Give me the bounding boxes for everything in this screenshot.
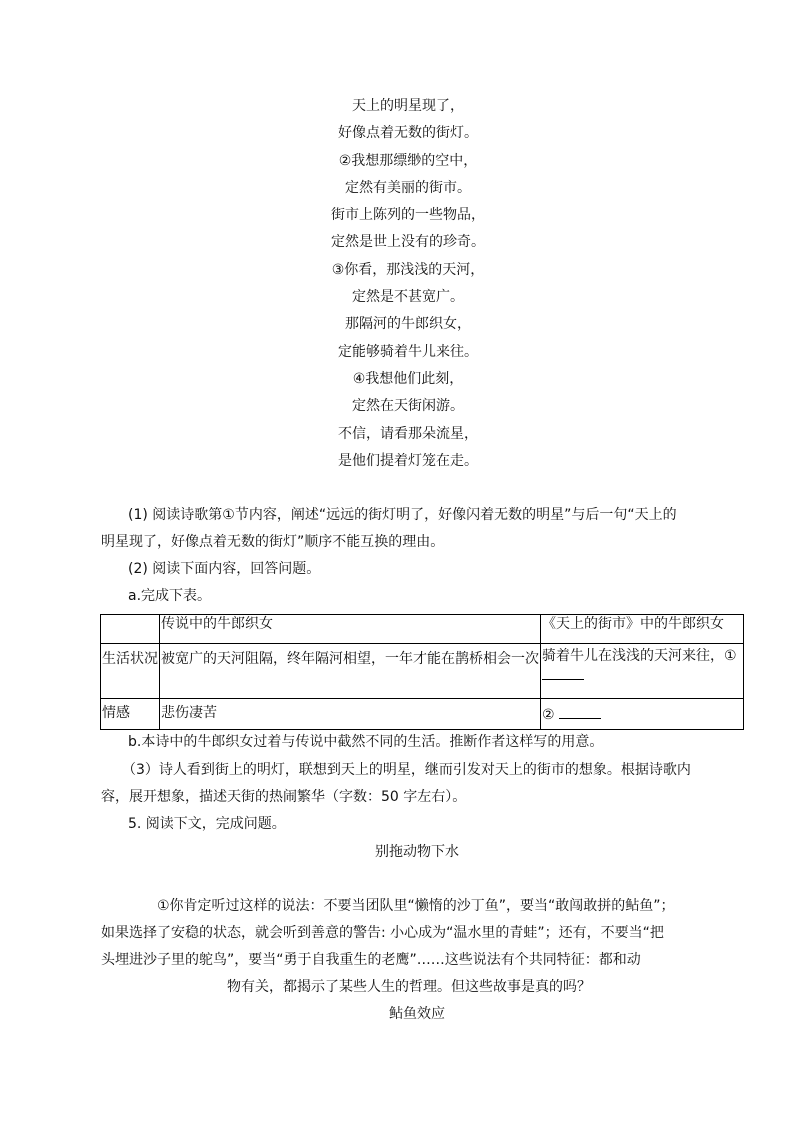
- poem-line: 是他们提着灯笼在走。: [338, 452, 478, 469]
- answer-blank[interactable]: [542, 665, 584, 680]
- comparison-table: [100, 614, 744, 730]
- poem-line: 好像点着无数的街灯。: [338, 125, 478, 142]
- table-header-cell: 传说中的牛郎织女: [160, 615, 541, 644]
- poem-line: 定然有美丽的街市。: [345, 179, 471, 196]
- article-paragraph-line: ①你肯定听过这样的说法：不要当团队里“懒惰的沙丁鱼”，要当“敢闯敢拼的鲇鱼”；: [157, 898, 675, 914]
- poem-line: 那隔河的牛郎织女，: [345, 316, 471, 333]
- table-row: [101, 644, 744, 699]
- poem-line: 定然是世上没有的珍奇。: [331, 234, 485, 251]
- question-3-line-2: 容，展开想象，描述天街的热闹繁华（字数：50 字左右）。: [101, 789, 467, 805]
- row-label: 生活状况: [101, 644, 160, 699]
- article-title: 别拖动物下水: [375, 844, 459, 860]
- poem-line: 街市上陈列的一些物品，: [331, 207, 485, 224]
- table-row: [101, 699, 744, 730]
- poem-block: [0, 93, 794, 475]
- poem-line: 天上的明星现了，: [352, 98, 464, 114]
- poem-line: ③你看，那浅浅的天河，: [331, 261, 485, 278]
- poem-line: 定然在天街闲游。: [352, 398, 464, 415]
- question-2: (2) 阅读下面内容，回答问题。: [128, 561, 321, 577]
- article-subtitle: 鲇鱼效应: [389, 1006, 445, 1022]
- question-2b: b.本诗中的牛郎织女过着与传说中截然不同的生活。推断作者这样写的用意。: [128, 734, 604, 750]
- table-header-cell: [101, 615, 160, 644]
- question-1-line-1: (1) 阅读诗歌第①节内容，阐述“远远的街灯明了，好像闪着无数的明星”与后一句“天上的: [128, 507, 677, 523]
- poem-line: 不信，请看那朵流星，: [338, 425, 478, 442]
- cell-text: 骑着牛儿在浅浅的天河来往，①: [542, 648, 737, 664]
- article-paragraph-line: 头埋进沙子里的鸵鸟”，要当“勇于自我重生的老鹰”……这些说法有个共同特征：都和动: [101, 952, 641, 968]
- question-3-line-1: （3）诗人看到街上的明灯，联想到天上的明星，继而引发对天上的街市的想象。根据诗歌内: [122, 762, 691, 778]
- poem-line: 定然是不甚宽广。: [352, 289, 464, 306]
- table-cell: [541, 699, 744, 730]
- table-cell: [541, 644, 744, 699]
- cell-text: ②: [542, 707, 555, 723]
- article-paragraph-line: 如果选择了安稳的状态，就会听到善意的警告: 小心成为“温水里的青蛙”；还有，不要当“把: [101, 925, 664, 941]
- answer-blank[interactable]: [559, 704, 601, 719]
- section-5-heading: 5. 阅读下文，完成问题。: [128, 816, 286, 832]
- table-cell: 悲伤凄苦: [160, 699, 541, 730]
- table-header-cell: 《天上的街市》中的牛郎织女: [541, 615, 744, 644]
- row-label: 情感: [101, 699, 160, 730]
- table-cell: 被宽广的天河阻隔，终年隔河相望，一年才能在鹊桥相会一次: [160, 644, 541, 699]
- article-paragraph-line: 物有关，都揭示了某些人生的哲理。但这些故事是真的吗？: [227, 979, 591, 995]
- question-2a: a.完成下表。: [128, 588, 212, 604]
- poem-line: 定能够骑着牛儿来往。: [338, 343, 478, 360]
- table-header-row: [101, 615, 744, 644]
- poem-line: ②我想那缥缈的空中，: [338, 152, 478, 169]
- poem-line: ④我想他们此刻，: [352, 370, 464, 387]
- question-1-line-2: 明星现了，好像点着无数的街灯”顺序不能互换的理由。: [101, 534, 445, 550]
